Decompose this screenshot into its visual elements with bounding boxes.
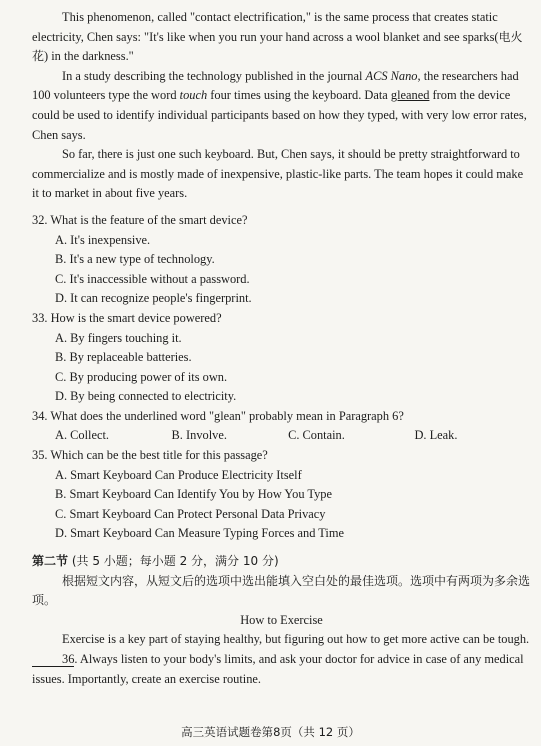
option-d[interactable]: D. It can recognize people's fingerprint.: [55, 291, 252, 306]
section-label: 第二节: [32, 554, 69, 569]
option-b[interactable]: B. It's a new type of technology.: [55, 252, 215, 267]
option-b[interactable]: B. Smart Keyboard Can Identify You by How You Type: [55, 487, 333, 502]
spacer: [32, 204, 531, 211]
question-33: [32, 309, 531, 407]
chinese-gloss: 电火花: [32, 29, 523, 64]
question-32: [32, 211, 531, 309]
answer-blank-36[interactable]: 36: [32, 652, 74, 667]
paragraph-text: from the device could be used to identify individual participants based on how they typed, with very low error rates, Chen says.: [32, 88, 527, 142]
section-scoring: (共 5 小题；每小题 2 分，满分 10 分): [71, 554, 279, 569]
paragraph-text: In a study describing the technology published in the journal: [62, 68, 366, 83]
paragraph-text: , the researchers had 100 volunteers type the word: [32, 68, 519, 103]
question-stem: 32. What is the feature of the smart device?: [32, 212, 248, 227]
option-d[interactable]: D. By being connected to electricity.: [55, 389, 237, 404]
typed-word: touch: [179, 88, 208, 103]
passage-title: How to Exercise: [240, 612, 323, 627]
options-row: [32, 426, 531, 446]
paragraph-text: This phenomenon, called "contact electrification," is the same process that creates static electricity, Chen says: "It's like when you run your hand across a wool blanket and see sparks(: [32, 10, 499, 44]
option-a[interactable]: A. Collect.: [55, 428, 110, 443]
option-b[interactable]: B. Involve.: [171, 428, 227, 443]
option-a[interactable]: A. By fingers touching it.: [55, 330, 182, 345]
option-c[interactable]: C. By producing power of its own.: [55, 369, 228, 384]
question-stem: 35. Which can be the best title for this passage?: [32, 448, 268, 463]
passage-paragraph-3: So far, there is just one such keyboard. But, Chen says, it should be pretty straightforward to commercialize and is mostly made of inexpensive, plastic-like parts. The team hopes it could make it to market in about five years.: [32, 147, 524, 201]
journal-name: ACS Nano: [365, 68, 418, 83]
option-a[interactable]: A. Smart Keyboard Can Produce Electricity Itself: [55, 467, 302, 482]
question-34: [32, 407, 531, 446]
option-c[interactable]: C. Smart Keyboard Can Protect Personal Data Privacy: [55, 506, 326, 521]
underlined-word: gleaned: [390, 88, 430, 103]
question-stem: 33. How is the smart device powered?: [32, 310, 222, 325]
option-a[interactable]: A. It's inexpensive.: [55, 232, 151, 247]
option-d[interactable]: D. Smart Keyboard Can Measure Typing Forces and Time: [55, 526, 345, 541]
question-35: [32, 446, 531, 544]
section-instruction: 根据短文内容，从短文后的选项中选出能填入空白处的最佳选项。选项中有两项为多余选项。: [32, 573, 531, 608]
paragraph-text: four times using the keyboard. Data: [207, 88, 391, 103]
option-c[interactable]: C. It's inaccessible without a password.: [55, 271, 250, 286]
page-footer: 高三英语试题卷第8页（共 12 页）: [181, 725, 360, 739]
passage-paragraph-2: [32, 67, 531, 145]
cloze-paragraph: [32, 630, 531, 689]
option-b[interactable]: B. By replaceable batteries.: [55, 350, 192, 365]
option-c[interactable]: C. Contain.: [288, 428, 345, 443]
section-heading: [32, 552, 531, 572]
paragraph-text: ) in the darkness.": [44, 49, 134, 64]
option-d[interactable]: D. Leak.: [414, 428, 458, 443]
question-stem: 34. What does the underlined word "glean" probably mean in Paragraph 6?: [32, 408, 404, 423]
paragraph-text: . Always listen to your body's limits, and ask your doctor for advice in case of any medical issues. Importantly, create an exercise routine.: [32, 652, 524, 686]
paragraph-text: Exercise is a key part of staying healthy, but figuring out how to get more active can be tough.: [62, 632, 530, 647]
passage-paragraph-1: [32, 8, 531, 67]
